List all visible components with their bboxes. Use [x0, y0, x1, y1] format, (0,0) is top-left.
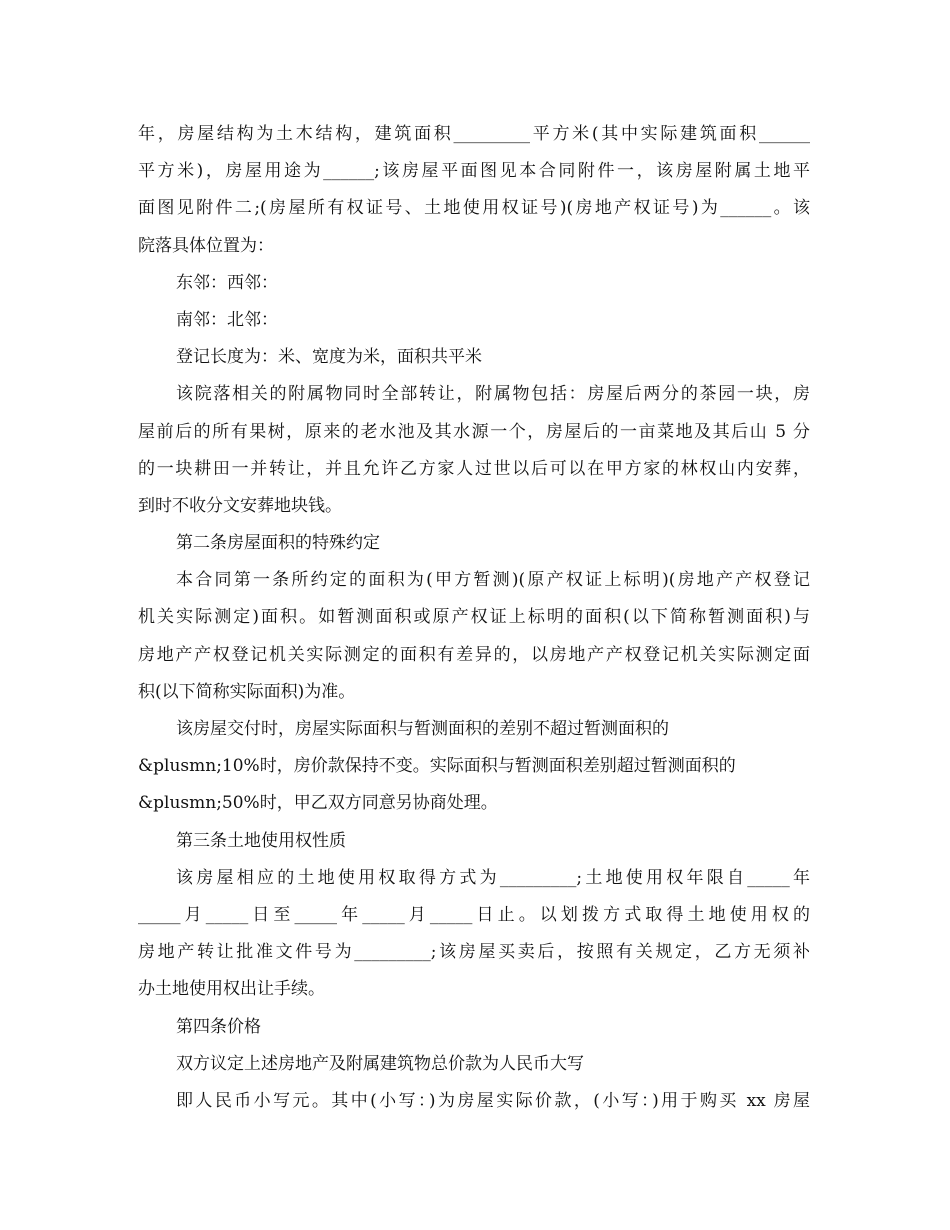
- section-heading: 第二条房屋面积的特殊约定: [176, 533, 380, 554]
- text-line: 面图见附件二;(房屋所有权证号、土地使用权证号)(房地产权证号)为______。该: [138, 198, 810, 219]
- text-line: 机关实际测定)面积。如暂测面积或原产权证上标明的面积(以下简称暂测面积)与: [138, 607, 810, 628]
- text-line: _____月_____日至_____年_____月_____日止。以划拨方式取得土地使用权的: [138, 904, 810, 925]
- text-line: 南邻：北邻：: [176, 309, 278, 330]
- section-heading: 第四条价格: [176, 1016, 261, 1037]
- text-line: 屋前后的所有果树，原来的老水池及其水源一个，房屋后的一亩菜地及其后山 5 分: [138, 421, 810, 442]
- text-line: 积(以下简称实际面积)为准。: [138, 681, 356, 702]
- text-line: &plusmn;10%时，房价款保持不变。实际面积与暂测面积差别超过暂测面积的: [138, 756, 736, 777]
- text-line: 办土地使用权出让手续。: [138, 979, 325, 1000]
- section-heading: 第三条土地使用权性质: [176, 830, 346, 851]
- contract-body-text: [138, 116, 810, 1120]
- text-line: 年，房屋结构为土木结构，建筑面积_________平方米(其中实际建筑面积______: [138, 124, 810, 144]
- text-line: 该房屋交付时，房屋实际面积与暂测面积的差别不超过暂测面积的: [176, 719, 669, 739]
- text-line: 该院落相关的附属物同时全部转让，附属物包括：房屋后两分的茶园一块，房: [176, 384, 810, 405]
- text-line: 的一块耕田一并转让，并且允许乙方家人过世以后可以在甲方家的林权山内安葬，: [138, 458, 810, 479]
- text-line: 东邻：西邻：: [176, 272, 278, 293]
- text-line: 即人民币小写元。其中(小写：)为房屋实际价款，(小写：)用于购买 xx 房屋: [176, 1090, 810, 1111]
- text-line: 该房屋相应的土地使用权取得方式为_________;土地使用权年限自_____年: [176, 867, 810, 888]
- text-line: &plusmn;50%时，甲乙双方同意另协商处理。: [138, 793, 498, 814]
- text-line: 房地产转让批准文件号为_________;该房屋买卖后，按照有关规定，乙方无须补: [138, 942, 810, 963]
- text-line: 到时不收分文安葬地块钱。: [138, 495, 342, 516]
- text-line: 双方议定上述房地产及附属建筑物总价款为人民币大写: [176, 1053, 584, 1074]
- text-line: 院落具体位置为：: [138, 235, 274, 256]
- text-line: 房地产产权登记机关实际测定的面积有差异的，以房地产产权登记机关实际测定面: [138, 644, 810, 665]
- text-line: 平方米)，房屋用途为______;该房屋平面图见本合同附件一，该房屋附属土地平: [138, 161, 810, 182]
- text-line: 本合同第一条所约定的面积为(甲方暂测)(原产权证上标明)(房地产产权登记: [176, 570, 810, 591]
- text-line: 登记长度为：米、宽度为米，面积共平米: [176, 347, 482, 368]
